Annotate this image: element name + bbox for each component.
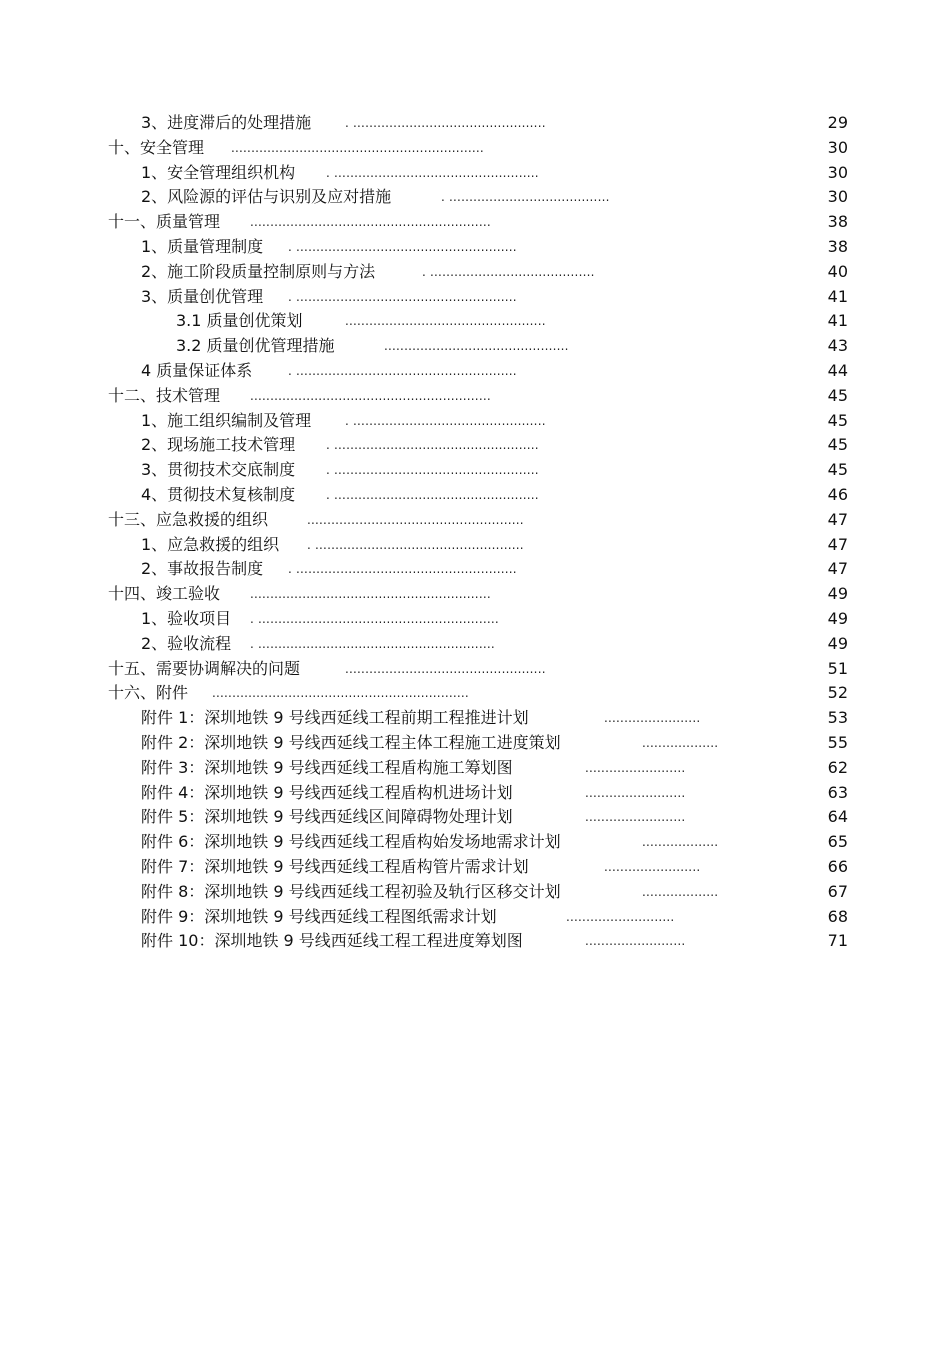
- toc-entry-label: 十三、应急救援的组织: [108, 509, 269, 529]
- toc-leader-dots: ..................................................: [345, 661, 546, 676]
- toc-entry: [0, 756, 950, 781]
- toc-entry-label: 3、进度滞后的处理措施: [141, 113, 312, 132]
- toc-leader-dots: ...................: [642, 735, 719, 750]
- toc-entry: [0, 334, 950, 359]
- toc-page-number: 65: [827, 832, 848, 852]
- toc-leader-dots: ......................................................: [307, 512, 524, 527]
- toc-page-number: 49: [827, 633, 848, 653]
- toc-leader-dots: . ...................................................: [326, 463, 539, 478]
- toc-entry-label: 附件 1：深圳地铁 9 号线西延线工程前期工程推进计划: [141, 708, 529, 728]
- toc-entry-label: 十六、附件: [108, 683, 189, 703]
- toc-page-number: 49: [827, 608, 848, 628]
- toc-entry: [0, 632, 950, 657]
- toc-leader-dots: ...................: [642, 884, 719, 899]
- toc-page-number: 68: [827, 906, 848, 926]
- toc-entry: [0, 731, 950, 756]
- toc-entry-label: 附件 5：深圳地铁 9 号线西延线区间障碍物处理计划: [141, 807, 513, 827]
- toc-leader-dots: ............................................................: [250, 388, 491, 403]
- toc-page-number: 66: [827, 856, 848, 876]
- toc-page-number: 55: [827, 732, 848, 752]
- toc-entry-label: 附件 7：深圳地铁 9 号线西延线工程盾构管片需求计划: [141, 856, 529, 876]
- toc-leader-dots: ...........................: [566, 909, 675, 924]
- toc-entry: [0, 805, 950, 830]
- toc-leader-dots: .........................: [585, 934, 686, 949]
- toc-leader-dots: . ...................................................: [326, 487, 539, 502]
- toc-page-number: 38: [827, 212, 848, 232]
- toc-page-number: 63: [827, 782, 848, 802]
- toc-entry: [0, 285, 950, 310]
- toc-entry-label: 2、验收流程: [141, 633, 232, 653]
- toc-entry-label: 3.1 质量创优策划: [176, 311, 303, 331]
- toc-page-number: 45: [827, 460, 848, 480]
- toc-page-number: 44: [827, 360, 848, 380]
- toc-entry-label: 十四、竣工验收: [108, 584, 221, 604]
- toc-page-number: 40: [827, 261, 848, 281]
- toc-entry-label: 3、贯彻技术交底制度: [141, 460, 296, 480]
- toc-page-number: 47: [827, 509, 848, 529]
- toc-entry-label: 附件 6：深圳地铁 9 号线西延线工程盾构始发场地需求计划: [141, 832, 561, 852]
- toc-entry: [0, 905, 950, 930]
- toc-page-number: 30: [827, 187, 848, 207]
- toc-leader-dots: ...................: [642, 835, 719, 850]
- toc-page-number: 51: [827, 658, 848, 678]
- toc-entry: [0, 433, 950, 458]
- toc-entry: [0, 855, 950, 880]
- toc-page-number: 67: [827, 881, 848, 901]
- toc-entry-label: 十五、需要协调解决的问题: [108, 658, 301, 678]
- toc-entry: [0, 508, 950, 533]
- toc-page-number: 30: [827, 162, 848, 182]
- toc-entry-label: 1、安全管理组织机构: [141, 162, 296, 182]
- toc-entry: [0, 309, 950, 334]
- toc-leader-dots: .........................: [585, 760, 686, 775]
- toc-entry-label: 2、现场施工技术管理: [141, 435, 296, 455]
- toc-entry: [0, 161, 950, 186]
- toc-entry-label: 1、质量管理制度: [141, 236, 264, 256]
- toc-page-number: 46: [827, 484, 848, 504]
- toc-leader-dots: .........................: [585, 785, 686, 800]
- toc-entry: [0, 136, 950, 161]
- toc-leader-dots: . ...................................................: [326, 438, 539, 453]
- toc-entry: [0, 235, 950, 260]
- toc-entry: [0, 781, 950, 806]
- toc-entry: [0, 185, 950, 210]
- toc-leader-dots: . ................................................: [345, 413, 546, 428]
- toc-page-number: 29: [827, 113, 848, 132]
- toc-leader-dots: . ....................................................: [307, 537, 524, 552]
- toc-page-number: 47: [827, 534, 848, 554]
- toc-leader-dots: . .......................................................: [288, 363, 517, 378]
- toc-entry: [0, 557, 950, 582]
- toc-leader-dots: ............................................................: [250, 215, 491, 230]
- toc-page-number: 71: [827, 931, 848, 951]
- toc-entry: [0, 681, 950, 706]
- toc-page-number: 38: [827, 236, 848, 256]
- toc-leader-dots: . ...................................................: [326, 165, 539, 180]
- toc-entry-label: 2、事故报告制度: [141, 559, 264, 579]
- toc-leader-dots: . ................................................: [345, 116, 546, 130]
- toc-leader-dots: . ............................................................: [250, 611, 499, 626]
- toc-leader-dots: . .......................................................: [288, 289, 517, 304]
- toc-entry-label: 附件 4：深圳地铁 9 号线西延线工程盾构机进场计划: [141, 782, 513, 802]
- toc-leader-dots: ........................: [604, 859, 701, 874]
- toc-leader-dots: . .........................................: [422, 264, 595, 279]
- toc-entry-label: 附件 10：深圳地铁 9 号线西延线工程工程进度筹划图: [141, 931, 523, 951]
- toc-entry: [0, 483, 950, 508]
- toc-page-number: 41: [827, 311, 848, 331]
- toc-entry-label: 1、验收项目: [141, 608, 232, 628]
- toc-entry: [0, 210, 950, 235]
- toc-leader-dots: . ...........................................................: [250, 636, 495, 651]
- toc-entry-label: 十一、质量管理: [108, 212, 221, 232]
- toc-page-number: 45: [827, 385, 848, 405]
- toc-leader-dots: ............................................................: [250, 587, 491, 602]
- toc-entry-label: 4、贯彻技术复核制度: [141, 484, 296, 504]
- toc-entry: [0, 607, 950, 632]
- toc-leader-dots: ..................................................: [345, 314, 546, 329]
- toc-entry: [0, 409, 950, 434]
- toc-entry-label: 1、施工组织编制及管理: [141, 410, 312, 430]
- toc-entry-label: 附件 3：深圳地铁 9 号线西延线工程盾构施工筹划图: [141, 757, 513, 777]
- toc-entry-label: 附件 8：深圳地铁 9 号线西延线工程初验及轨行区移交计划: [141, 881, 561, 901]
- toc-entry-label: 十二、技术管理: [108, 385, 221, 405]
- toc-page-number: 49: [827, 584, 848, 604]
- toc-leader-dots: . ........................................: [441, 190, 610, 205]
- toc-page-number: 43: [827, 336, 848, 356]
- toc-entry-label: 4 质量保证体系: [141, 360, 253, 380]
- toc-entry-label: 1、应急救援的组织: [141, 534, 280, 554]
- toc-entry: [0, 706, 950, 731]
- toc-entry: [0, 533, 950, 558]
- toc-entry-label: 附件 9：深圳地铁 9 号线西延线工程图纸需求计划: [141, 906, 497, 926]
- toc-leader-dots: ...............................................................: [231, 140, 484, 155]
- toc-page-number: 53: [827, 708, 848, 728]
- toc-entry: [0, 830, 950, 855]
- toc-entry: [0, 359, 950, 384]
- toc-page-number: 62: [827, 757, 848, 777]
- toc-leader-dots: ..............................................: [384, 339, 569, 354]
- toc-entry: [0, 657, 950, 682]
- toc-page-number: 64: [827, 807, 848, 827]
- toc-entry: [0, 111, 950, 136]
- toc-entry: [0, 458, 950, 483]
- toc-entry: [0, 260, 950, 285]
- toc-entry-label: 2、施工阶段质量控制原则与方法: [141, 261, 376, 281]
- toc-entry: [0, 384, 950, 409]
- toc-page-number: 41: [827, 286, 848, 306]
- toc-entry-label: 2、风险源的评估与识别及应对措施: [141, 187, 392, 207]
- toc-entry-label: 3.2 质量创优管理措施: [176, 336, 335, 356]
- toc-page-number: 45: [827, 435, 848, 455]
- toc-page-number: 30: [827, 137, 848, 157]
- toc-page-number: 47: [827, 559, 848, 579]
- toc-leader-dots: ........................: [604, 711, 701, 726]
- toc-entry-label: 附件 2：深圳地铁 9 号线西延线工程主体工程施工进度策划: [141, 732, 561, 752]
- toc-page-number: 52: [827, 683, 848, 703]
- table-of-contents: [0, 111, 950, 954]
- toc-leader-dots: ................................................................: [212, 686, 469, 701]
- toc-leader-dots: . .......................................................: [288, 239, 517, 254]
- toc-leader-dots: .........................: [585, 810, 686, 825]
- toc-entry-label: 十、安全管理: [108, 137, 205, 157]
- toc-entry: [0, 880, 950, 905]
- toc-entry: [0, 582, 950, 607]
- toc-leader-dots: . .......................................................: [288, 562, 517, 577]
- toc-entry-label: 3、质量创优管理: [141, 286, 264, 306]
- toc-entry: [0, 929, 950, 954]
- toc-page-number: 45: [827, 410, 848, 430]
